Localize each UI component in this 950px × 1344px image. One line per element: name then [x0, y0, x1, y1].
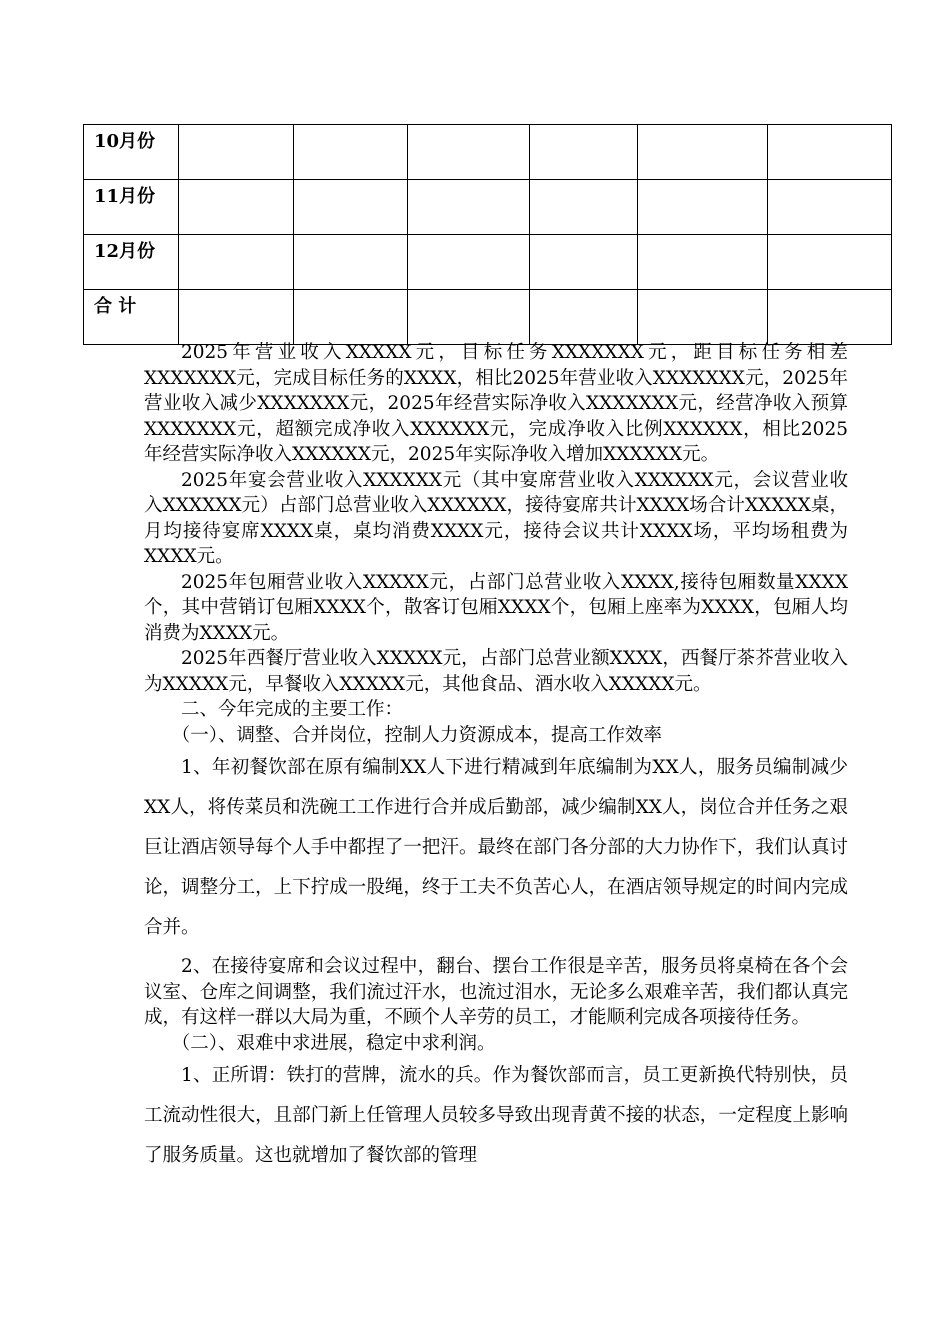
table-cell-empty: [294, 125, 408, 180]
table-cell-empty: [768, 235, 892, 290]
table-cell-empty: [179, 235, 294, 290]
table-cell-empty: [638, 125, 768, 180]
table-cell-empty: [530, 235, 638, 290]
table-cell-empty: [638, 180, 768, 235]
paragraph-staff-merge: 1、年初餐饮部在原有编制XX人下进行精减到年底编制为XX人，服务员编制减少XX人，将传菜员和洗碗工工作进行合并成后勤部，减少编制XX人，岗位合并任务之艰巨让酒店领导每个人手中都捏了一把汗。最终在部门各分部的大力协作下，我们认真讨论，调整分工，上下拧成一股绳，终于工夫不负苦心人，在酒店领导规定的时间内完成合并。: [144, 757, 848, 938]
table-row: [84, 235, 892, 290]
table-row: [84, 180, 892, 235]
table-cell-empty: [768, 180, 892, 235]
row-label: 12月份: [84, 235, 179, 290]
table-cell-empty: [530, 125, 638, 180]
section-heading-main-work: 二、今年完成的主要工作：: [181, 699, 404, 720]
table-cell-empty: [768, 290, 892, 345]
table-cell-empty: [408, 180, 530, 235]
table-cell-empty: [294, 180, 408, 235]
table-cell-empty: [768, 125, 892, 180]
table-cell-empty: [408, 290, 530, 345]
paragraph-private-room-revenue: 2025年包厢营业收入XXXXX元，占部门总营业收入XXXX,接待包厢数量XXXX个，其中营销订包厢XXXX个，散客订包厢XXXX个，包厢上座率为XXXX，包厢人均消费为XXXX元。: [144, 571, 848, 644]
table-cell-empty: [408, 235, 530, 290]
subsection-heading-1: （一）、调整、合并岗位，控制人力资源成本，提高工作效率: [171, 724, 663, 746]
table-cell-empty: [638, 290, 768, 345]
table-cell-empty: [638, 235, 768, 290]
monthly-revenue-table: [83, 124, 892, 345]
row-label: 10月份: [84, 125, 179, 180]
table-cell-empty: [179, 290, 294, 345]
row-label: 11月份: [84, 180, 179, 235]
paragraph-banquet-setup: 2、在接待宴席和会议过程中，翻台、摆台工作很是辛苦，服务员将桌椅在各个会议室、仓库之间调整，我们流过汗水，也流过泪水，无论多么艰难辛苦，我们都认真完成，有这样一群以大局为重，不顾个人辛劳的员工，才能顺利完成各项接待任务。: [144, 956, 848, 1028]
paragraph-banquet-revenue: 2025年宴会营业收入XXXXXX元（其中宴席营业收入XXXXXX元，会议营业收入XXXXXX元）占部门总营业收入XXXXXX，接待宴席共计XXXX场合计XXXXX桌，月均接待宴席XXXX桌，桌均消费XXXX元，接待会议共计XXXX场，平均场租费为XXXX元。: [144, 469, 848, 567]
table-cell-empty: [530, 290, 638, 345]
table-cell-empty: [179, 180, 294, 235]
subsection-heading-2: （二）、艰难中求进展，稳定中求利润。: [171, 1032, 496, 1054]
body-text: [144, 340, 848, 1176]
table-cell-empty: [294, 290, 408, 345]
paragraph-staff-turnover: 1、正所谓：铁打的营牌，流水的兵。作为餐饮部而言，员工更新换代特别快，员工流动性很大，且部门新上任管理人员较多导致出现青黄不接的状态，一定程度上影响了服务质量。这也就增加了餐饮部的管理: [144, 1065, 848, 1166]
paragraph-total-revenue: 2025年营业收入XXXXX元，目标任务XXXXXXX元，距目标任务相差XXXXXXX元，完成目标任务的XXXX，相比2025年营业收入XXXXXXX元，2025年营业收入减少XXXXXXX元，2025年经营实际净收入XXXXXXX元，经营净收入预算XXXXXXX元，超额完成净收入XXXXXX元，完成净收入比例XXXXXX，相比2025年经营实际净收入XXXXXX元，2025年实际净收入增加XXXXXX元。: [144, 342, 848, 465]
table-row: [84, 290, 892, 345]
table-cell-empty: [530, 180, 638, 235]
table-row: [84, 125, 892, 180]
table-cell-empty: [179, 125, 294, 180]
table-cell-empty: [294, 235, 408, 290]
table-cell-empty: [408, 125, 530, 180]
row-label: 合 计: [84, 290, 179, 345]
paragraph-western-restaurant-revenue: 2025年西餐厅营业收入XXXXX元，占部门总营业额XXXX，西餐厅茶芥营业收入为XXXXX元，早餐收入XXXXX元，其他食品、酒水收入XXXXX元。: [144, 648, 848, 695]
